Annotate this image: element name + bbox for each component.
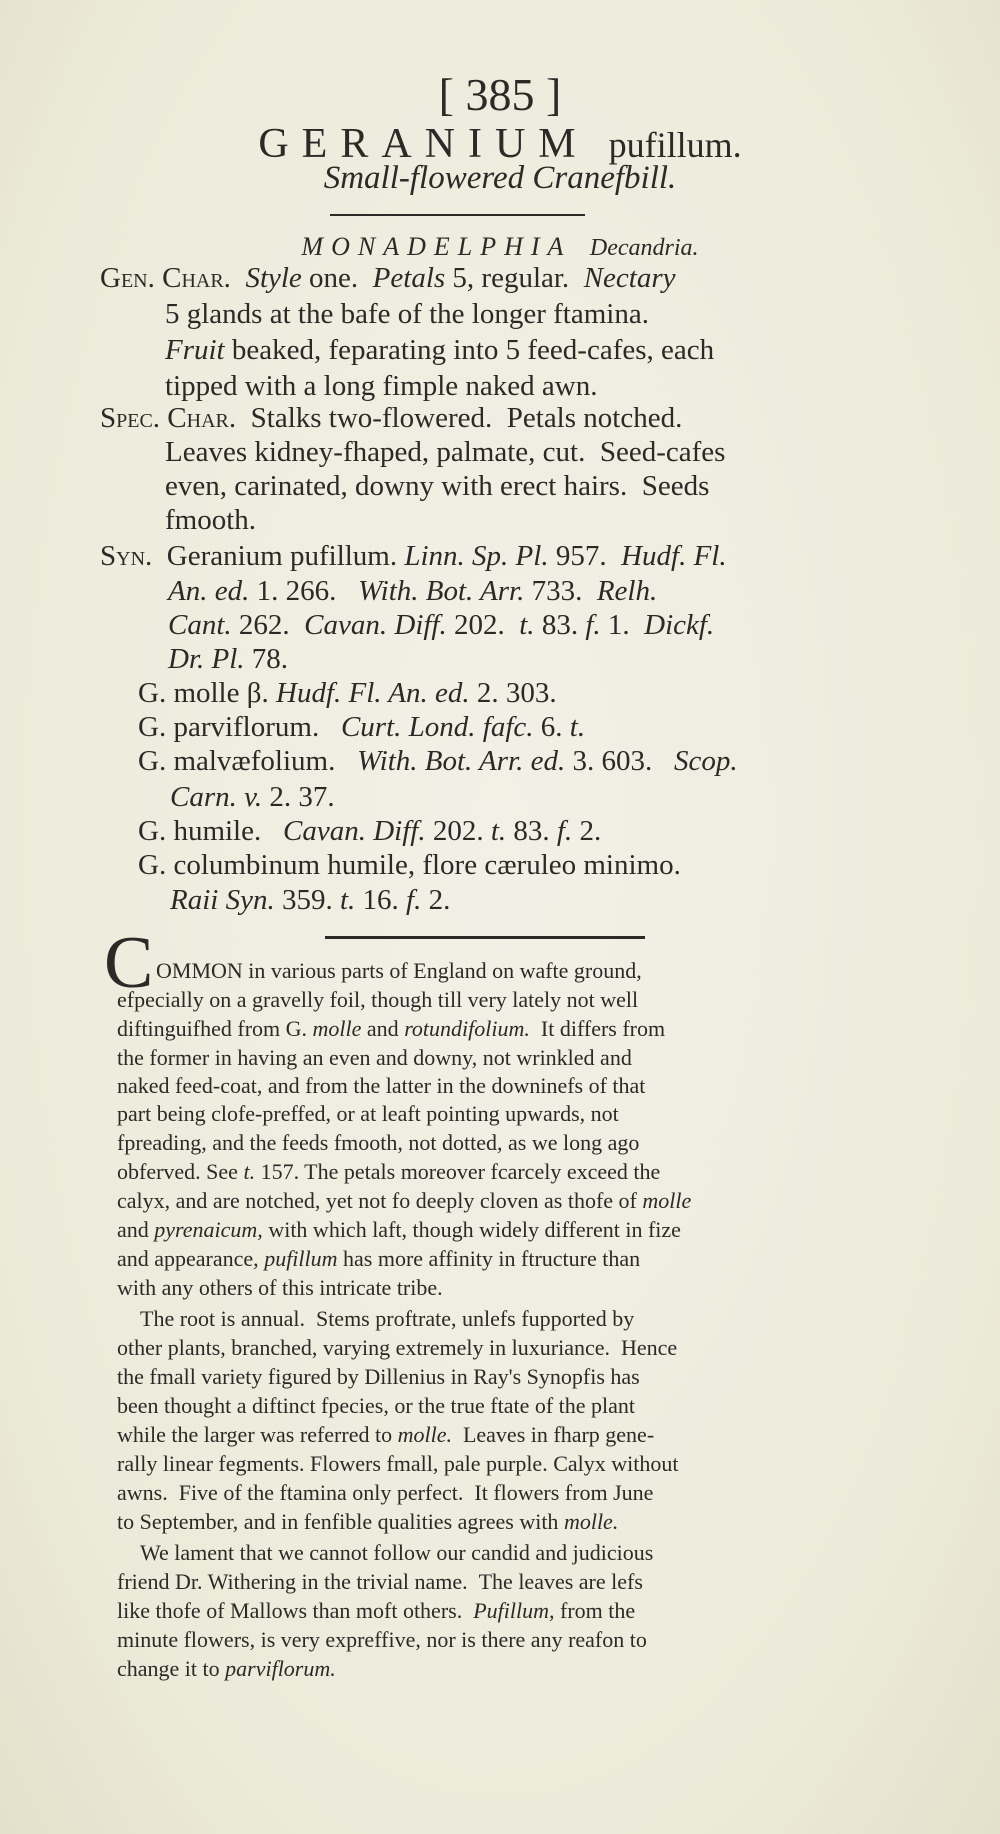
- classification-line: [0, 232, 1000, 262]
- body-line: diftinguifhed from G. molle and rotundifolium. It differs from: [117, 1016, 666, 1041]
- body-line: the fmall variety figured by Dillenius in Ray's Synopfis has: [117, 1364, 640, 1389]
- body-line: while the larger was referred to molle. Leaves in fharp gene-: [117, 1422, 655, 1447]
- synonym-line: Cant. 262. Cavan. Diff. 202. t. 83. f. 1. Dickf.: [168, 609, 715, 641]
- genus-name: GERANIUM: [258, 121, 589, 167]
- body-line: friend Dr. Withering in the trivial name. The leaves are lefs: [117, 1569, 643, 1594]
- body-line: and appearance, pufillum has more affinity in ftructure than: [117, 1246, 641, 1271]
- body-line: to September, and in fenfible qualities agrees with molle.: [117, 1509, 619, 1534]
- character-line: Spec. Char. Stalks two-flowered. Petals notched.: [100, 402, 683, 434]
- synonym-line: G. molle β. Hudf. Fl. An. ed. 2. 303.: [138, 677, 557, 709]
- body-line: the former in having an even and downy, not wrinkled and: [117, 1045, 632, 1070]
- body-line: like thofe of Mallows than moft others. Pufillum, from the: [117, 1598, 636, 1623]
- common-name: Small-flowered Cranefbill.: [323, 160, 677, 196]
- body-line: part being clofe-preffed, or at leaft pointing upwards, not: [117, 1101, 619, 1126]
- synonym-line: G. malvæfolium. With. Bot. Arr. ed. 3. 603. Scop.: [138, 745, 738, 777]
- character-line: fmooth.: [165, 504, 257, 536]
- drop-cap: C: [104, 922, 154, 1004]
- synonym-line: An. ed. 1. 266. With. Bot. Arr. 733. Relh.: [168, 575, 658, 607]
- synonym-line: G. parviflorum. Curt. Lond. fafc. 6. t.: [138, 711, 586, 743]
- body-line: change it to parviflorum.: [117, 1656, 336, 1681]
- title-rule: [330, 214, 585, 216]
- synonym-line: G. humile. Cavan. Diff. 202. t. 83. f. 2.: [138, 815, 602, 847]
- species-name: pufillum.: [608, 125, 742, 165]
- synonym-line: Raii Syn. 359. t. 16. f. 2.: [170, 884, 451, 916]
- body-line: fpreading, and the feeds fmooth, not dotted, as we long ago: [117, 1130, 640, 1155]
- body-line: other plants, branched, varying extremely in luxuriance. Hence: [117, 1335, 678, 1360]
- body-line: rally linear fegments. Flowers fmall, pale purple. Calyx without: [117, 1451, 679, 1476]
- body-line: and pyrenaicum, with which laft, though widely different in fize: [117, 1217, 681, 1242]
- synonym-line: G. columbinum humile, flore cæruleo minimo.: [138, 849, 681, 881]
- body-line: obferved. See t. 157. The petals moreover fcarcely exceed the: [117, 1159, 661, 1184]
- character-line: 5 glands at the bafe of the longer ftamina.: [165, 298, 649, 330]
- body-line: OMMON in various parts of England on wafte ground,: [156, 958, 642, 983]
- synonym-line: Syn. Geranium pufillum. Linn. Sp. Pl. 957. Hudf. Fl.: [100, 540, 727, 572]
- page-number: [ 385 ]: [438, 69, 562, 120]
- body-line: efpecially on a gravelly foil, though till very lately not well: [117, 987, 639, 1012]
- synonym-line: Dr. Pl. 78.: [168, 643, 289, 675]
- character-line: tipped with a long fimple naked awn.: [165, 370, 598, 402]
- body-line: naked feed-coat, and from the latter in the downinefs of that: [117, 1073, 646, 1098]
- character-line: Fruit beaked, feparating into 5 feed-cafes, each: [165, 334, 715, 366]
- body-line: with any others of this intricate tribe.: [117, 1275, 443, 1300]
- body-line: awns. Five of the ftamina only perfect. It flowers from June: [117, 1480, 654, 1505]
- synonym-line: Carn. v. 2. 37.: [170, 781, 335, 813]
- character-line: even, carinated, downy with erect hairs. Seeds: [165, 470, 710, 502]
- section-rule: [325, 936, 645, 939]
- body-line: been thought a diftinct fpecies, or the true ftate of the plant: [117, 1393, 636, 1418]
- body-line: The root is annual. Stems proftrate, unlefs fupported by: [140, 1306, 635, 1331]
- character-line: Gen. Char. Style one. Petals 5, regular. Nectary: [100, 262, 676, 294]
- body-line: calyx, and are notched, yet not fo deeply cloven as thofe of molle: [117, 1188, 692, 1213]
- body-line: We lament that we cannot follow our candid and judicious: [140, 1540, 654, 1565]
- character-line: Leaves kidney-fhaped, palmate, cut. Seed-cafes: [165, 436, 726, 468]
- body-line: minute flowers, is very expreffive, nor is there any reafon to: [117, 1627, 647, 1652]
- linnaean-class: MONADELPHIA: [301, 232, 572, 261]
- linnaean-order: Decandria.: [589, 235, 699, 261]
